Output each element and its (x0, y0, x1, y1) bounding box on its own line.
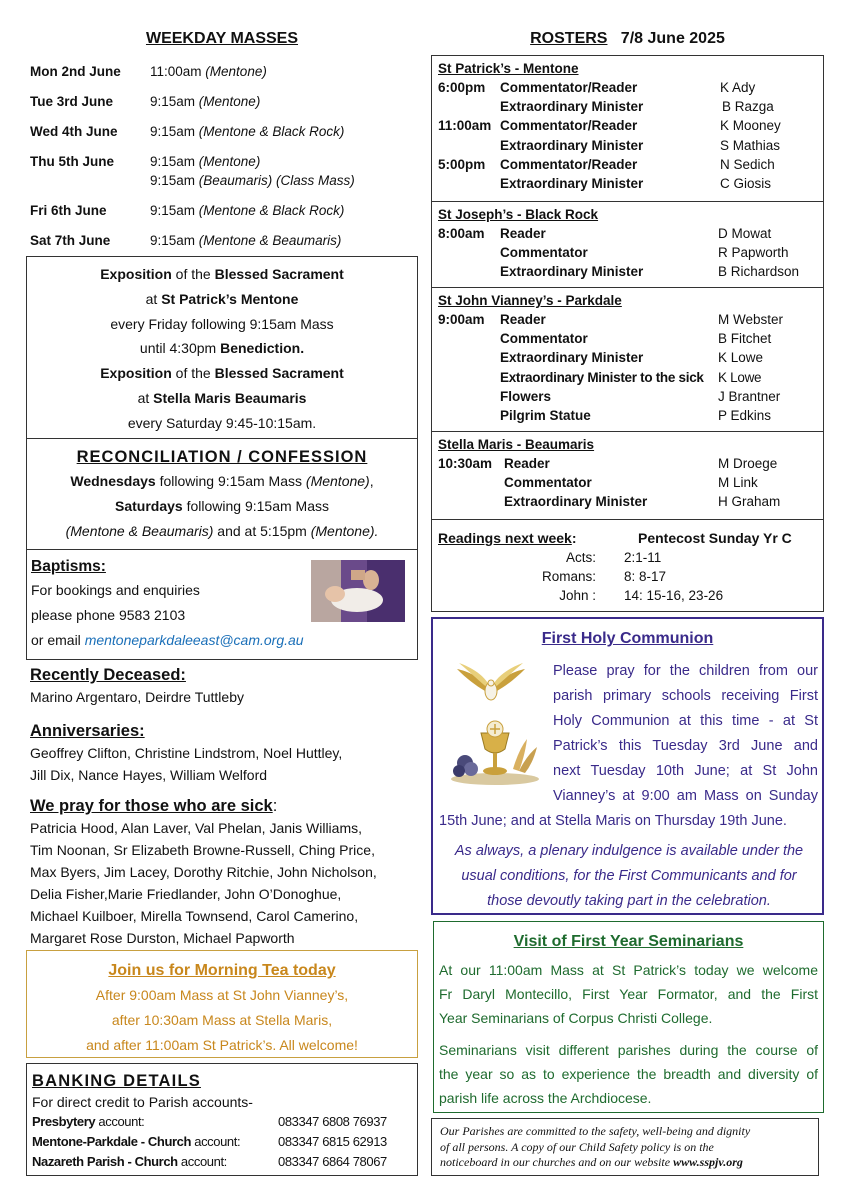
mass-place: (Mentone & Black Rock) (198, 124, 345, 139)
communion-line: Patrick’s this Tuesday 3rd June and (553, 738, 818, 754)
anniversaries-line: Geoffrey Clifton, Christine Lindstrom, Noel Huttley, (30, 745, 343, 761)
roster-church-title: St John Vianney’s - Parkdale (438, 293, 622, 308)
mass-time: 9:15am (150, 124, 199, 139)
roster-row: Pilgrim Statue P Edkins (500, 408, 772, 424)
exposition-line: until 4:30pm Benediction. (139, 340, 305, 357)
roster-row: 11:00am Commentator/Reader K Mooney (438, 118, 781, 134)
deceased-title: Recently Deceased: (30, 666, 186, 684)
anniversaries-title: Anniversaries: (30, 722, 145, 740)
roster-row: 6:00pm Commentator/Reader K Ady (438, 80, 756, 95)
reading-row: Acts: 2:1-11 (565, 550, 662, 565)
sick-line: Max Byers, Jim Lacey, Dorothy Ritchie, John Nicholson, (30, 864, 377, 880)
seminarians-line: the year so as to experience the breadth and diversity of (439, 1066, 818, 1082)
baptism-photo (311, 560, 405, 622)
readings-section (432, 519, 823, 611)
mass-time: 9:15am (150, 173, 199, 188)
roster-row: Extraordinary Minister C Giosis (500, 176, 772, 192)
roster-row: Extraordinary Minister H Graham (504, 494, 781, 510)
baptisms-line: For bookings and enquiries (31, 582, 200, 598)
mass-time: 9:15am (150, 94, 199, 109)
account-number: 083347 6864 78067 (278, 1154, 387, 1169)
roster-row: Extraordinary Minister to the sick K Lowe (500, 369, 762, 385)
reconciliation-title: RECONCILIATION / CONFESSION (76, 448, 368, 466)
seminarians-paragraph-1 (439, 958, 818, 1030)
roster-church-title: Stella Maris - Beaumaris (438, 437, 595, 452)
seminarians-line: parish life across the Archdiocese. (439, 1090, 652, 1106)
seminarians-title: Visit of First Year Seminarians (513, 933, 744, 950)
baptisms-box (26, 549, 418, 660)
mass-time: 9:15am (150, 203, 199, 218)
mass-time: 9:15am (150, 233, 199, 248)
roster-stella-maris (432, 431, 823, 520)
roster-row: 8:00am Reader D Mowat (438, 226, 772, 241)
morning-tea-line: After 9:00am Mass at St John Vianney’s, (95, 987, 349, 1003)
readings-header: Readings next week: Pentecost Sunday Yr C (438, 530, 792, 546)
rosters-box (431, 55, 824, 612)
safety-line: Our Parishes are committed to the safety, well-being and dignity (440, 1124, 751, 1138)
baptisms-title: Baptisms: (31, 558, 106, 575)
sick-line: Patricia Hood, Alan Laver, Val Phelan, Janis Williams, (30, 820, 363, 836)
mass-day: Thu 5th June (30, 154, 114, 169)
banking-box (26, 1063, 418, 1176)
weekday-masses-list (30, 62, 418, 251)
reconciliation-box (26, 438, 418, 550)
roster-st-patricks (432, 56, 823, 202)
mass-day: Wed 4th June (30, 124, 118, 139)
safety-line: noticeboard in our churches and on our website www.sspjv.org (440, 1155, 743, 1169)
mass-place: (Mentone & Black Rock) (198, 203, 345, 218)
exposition-line: Exposition of the Blessed Sacrament (100, 365, 344, 382)
roster-row: 9:00am Reader M Webster (438, 312, 784, 327)
weekday-masses-title: WEEKDAY MASSES (145, 30, 299, 47)
exposition-line: every Friday following 9:15am Mass (110, 315, 334, 332)
mass-row (30, 231, 418, 251)
indulgence-line: As always, a plenary indulgence is available under the (454, 843, 804, 859)
morning-tea-line: and after 11:00am St Patrick’s. All welcome! (86, 1036, 358, 1053)
communion-line: Please pray for the children from our (553, 663, 818, 679)
seminarians-line: Seminarians visit different parishes during the course of (439, 1042, 818, 1058)
communion-line: 15th June; and at Stella Maris on Thursday 19th June. (439, 813, 787, 829)
safety-line: of all persons. A copy of our Child Safety policy is on the (440, 1139, 714, 1154)
banking-title: BANKING DETAILS (32, 1072, 201, 1090)
roster-st-john-vianneys (432, 287, 823, 432)
deceased-names: Marino Argentaro, Deirdre Tuttleby (30, 689, 244, 705)
roster-row: 10:30am Reader M Droege (438, 456, 778, 471)
sick-line: Margaret Rose Durston, Michael Papworth (30, 930, 295, 946)
website-link[interactable]: www.sspjv.org (673, 1155, 743, 1169)
mass-row (30, 122, 418, 152)
mass-place: (Mentone) (205, 64, 267, 79)
mass-day: Mon 2nd June (30, 64, 121, 79)
morning-tea-line: after 10:30am Mass at Stella Maris, (111, 1011, 333, 1028)
anniversaries-line: Jill Dix, Nance Hayes, William Welford (30, 767, 268, 783)
dove-icon (455, 659, 527, 707)
reconciliation-line: Wednesdays following 9:15am Mass (Mentone), (70, 473, 374, 489)
seminarians-line: Year Seminarians of Corpus Christi College. (439, 1010, 713, 1026)
account-number: 083347 6815 62913 (278, 1134, 387, 1149)
exposition-line: at Stella Maris Beaumaris (137, 389, 307, 406)
mass-row (30, 152, 418, 201)
seminarians-paragraph-2 (439, 1038, 818, 1110)
indulgence-line: those devoutly taking part in the celebration. (487, 893, 771, 909)
sick-line: Delia Fisher,Marie Friedlander, John O’Donoghue, (30, 886, 342, 902)
roster-row: Extraordinary Minister B Richardson (500, 264, 800, 280)
morning-tea-box (26, 950, 418, 1058)
reconciliation-line: Saturdays following 9:15am Mass (115, 497, 329, 514)
roster-row: Commentator M Link (504, 475, 758, 491)
mass-row (30, 62, 418, 92)
banking-intro: For direct credit to Parish accounts- (32, 1094, 253, 1110)
exposition-line: at St Patrick’s Mentone (145, 290, 299, 307)
sick-title: We pray for those who are sick (30, 797, 273, 815)
reading-row: John : 14: 15-16, 23-26 (559, 588, 724, 603)
rosters-title: ROSTERS 7/8 June 2025 (530, 30, 725, 47)
roster-row: Extraordinary Minister S Mathias (500, 137, 781, 153)
communion-line: Holy Communion at this time - at St (553, 713, 818, 729)
roster-row: Extraordinary Minister K Lowe (500, 350, 764, 366)
roster-row: Flowers J Brantner (500, 388, 781, 404)
mass-place: (Mentone) (198, 94, 261, 109)
first-communion-title: First Holy Communion (541, 630, 714, 647)
communion-line: next Tuesday 10th June; at St John (553, 763, 818, 779)
first-communion-box (431, 617, 824, 915)
mass-day: Fri 6th June (30, 203, 107, 218)
sick-section (30, 795, 422, 949)
banking-row: Mentone-Parkdale - Church account: 083347 6815 62913 (32, 1132, 417, 1152)
roster-row: Commentator R Papworth (500, 245, 789, 261)
baptisms-phone: please phone 9583 2103 (31, 607, 186, 623)
roster-church-title: St Joseph’s - Black Rock (438, 207, 599, 222)
seminarians-line: At our 11:00am Mass at St Patrick’s today we welcome (439, 962, 818, 978)
indulgence-text (439, 839, 819, 914)
reconciliation-line: (Mentone & Beaumaris) and at 5:15pm (Mentone). (65, 522, 379, 539)
seminarians-line: Fr Daryl Montecillo, First Year Formator, and the First (439, 986, 818, 1002)
exposition-box (26, 256, 418, 439)
first-communion-text (553, 659, 818, 809)
banking-row: Nazareth Parish - Church account: 083347 6864 78067 (32, 1152, 417, 1172)
mass-day: Sat 7th June (30, 233, 111, 248)
roster-row: Commentator B Fitchet (500, 331, 772, 347)
sick-line: Michael Kuilboer, Mirella Townsend, Carol Camerino, (30, 908, 359, 924)
sick-title-line: We pray for those who are sick: (30, 797, 278, 815)
roster-row: Extraordinary Minister B Razga (500, 99, 774, 115)
roster-church-title: St Patrick’s - Mentone (438, 61, 579, 76)
chalice-icon (447, 719, 543, 785)
email-link[interactable]: mentoneparkdaleeast@cam.org.au (84, 632, 304, 648)
roster-row: 5:00pm Commentator/Reader N Sedich (438, 156, 775, 172)
mass-place: (Beaumaris) (Class Mass) (198, 173, 355, 188)
exposition-line: Exposition of the Blessed Sacrament (100, 266, 344, 282)
mass-place: (Mentone) (198, 154, 261, 169)
readings-title: Readings next week (438, 530, 572, 546)
anniversaries-section (30, 720, 422, 786)
communion-line: Vianney’s at 9:00 am Mass on Sunday (553, 788, 818, 804)
mass-time: 9:15am (150, 154, 199, 169)
mass-row (30, 92, 418, 122)
child-safety-box (431, 1118, 819, 1176)
readings-sunday: Pentecost Sunday Yr C (638, 530, 792, 546)
reading-row: Romans: 8: 8-17 (541, 569, 667, 584)
deceased-section (30, 664, 422, 708)
mass-row (30, 201, 418, 231)
mass-place: (Mentone & Beaumaris) (198, 233, 342, 248)
baptisms-email-line: or email mentoneparkdaleeast@cam.org.au (31, 632, 304, 648)
mass-time: 11:00am (150, 64, 206, 79)
exposition-line: every Saturday 9:45-10:15am. (127, 414, 317, 431)
roster-st-josephs (432, 201, 823, 288)
seminarians-box (433, 921, 824, 1113)
indulgence-line: usual conditions, for the First Communicants and for (461, 868, 797, 884)
communion-line: parish primary schools receiving First (553, 688, 818, 704)
morning-tea-title: Join us for Morning Tea today (108, 962, 336, 979)
mass-day: Tue 3rd June (30, 94, 114, 109)
banking-row: Presbytery account: 083347 6808 76937 (32, 1112, 417, 1132)
account-number: 083347 6808 76937 (278, 1114, 387, 1129)
sick-line: Tim Noonan, Sr Elizabeth Browne-Russell, Ching Price, (30, 842, 375, 858)
